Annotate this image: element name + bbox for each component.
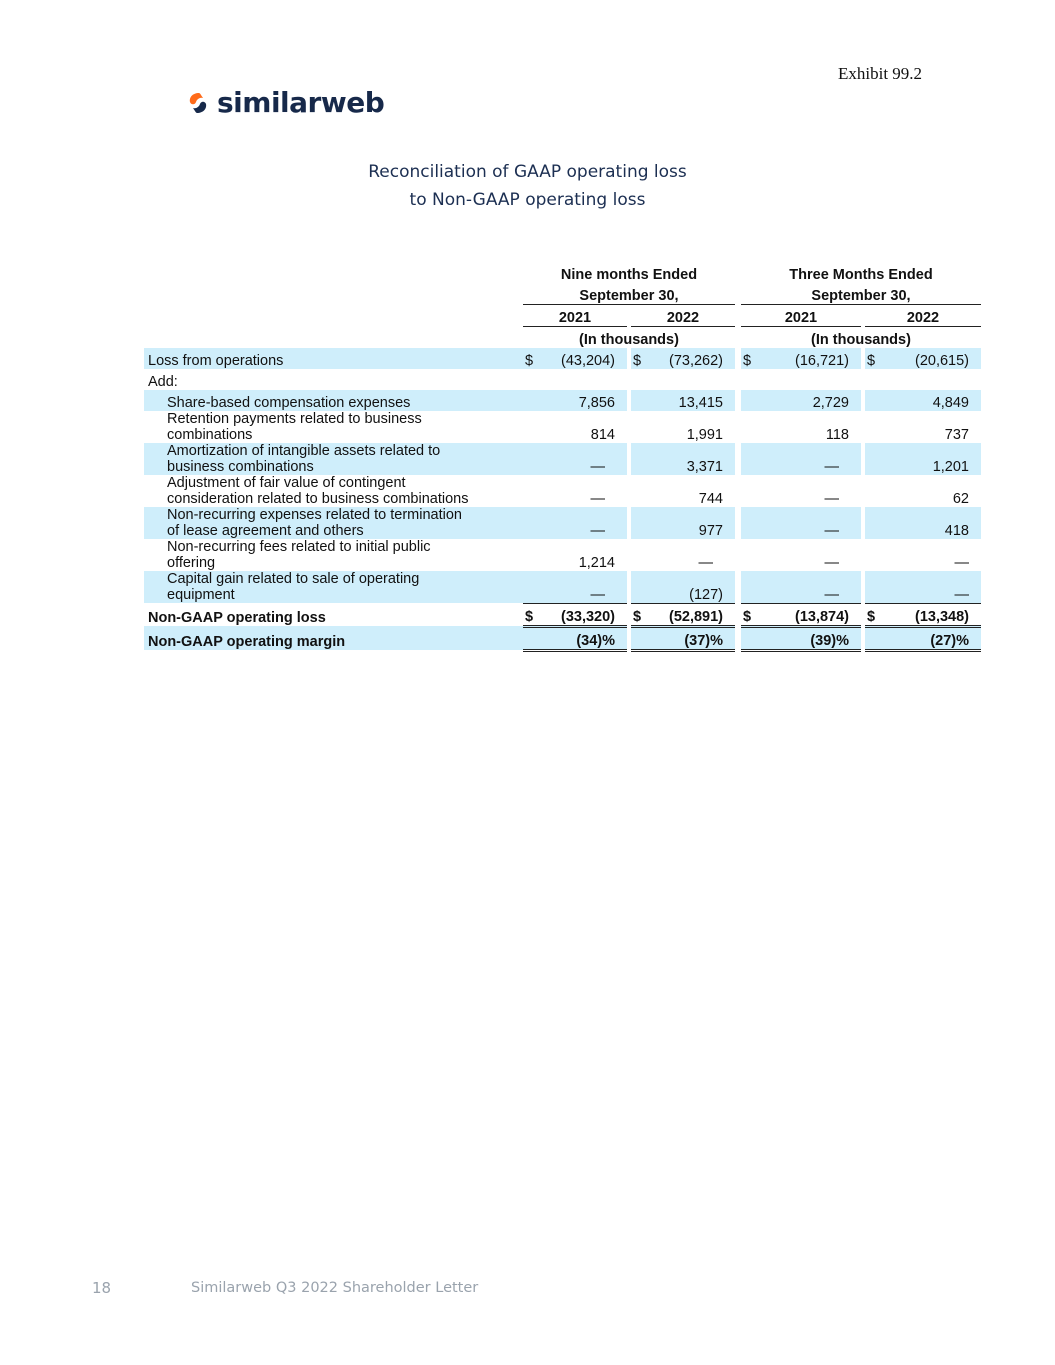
row-label: Non-GAAP operating margin — [144, 626, 523, 650]
units-label-1: (In thousands) — [579, 332, 679, 348]
row-label: Add: — [148, 374, 178, 390]
cell-value: (39)% — [765, 626, 861, 650]
cell-value: — — [547, 443, 627, 475]
cell-value: 13,415 — [655, 390, 735, 411]
row-label: Retention payments related to business combinations — [167, 411, 422, 443]
year-col-3: 2021 — [741, 305, 861, 327]
cell-value: (16,721) — [765, 348, 861, 369]
cell-value: 7,856 — [547, 390, 627, 411]
cell-value: (43,204) — [547, 348, 627, 369]
row-label: Non-GAAP operating loss — [148, 610, 326, 626]
table-row-non-gaap-operating-margin — [144, 626, 981, 650]
cell-value: — — [824, 491, 839, 507]
row-label: Non-recurring expenses related to termination of lease agreement and others — [144, 507, 523, 539]
page-title — [0, 158, 1055, 214]
cell-value: (33,320) — [547, 603, 627, 626]
year-col-4: 2022 — [865, 305, 981, 327]
cell-value: 1,214 — [578, 555, 615, 571]
cell-value: (73,262) — [655, 348, 735, 369]
table-row-retention — [144, 411, 981, 443]
cell-value: — — [824, 555, 839, 571]
units-label-2: (In thousands) — [811, 332, 911, 348]
table-row-non-gaap-operating-loss — [144, 603, 981, 626]
nine-months-header: Nine months Ended — [560, 267, 698, 283]
table-row-share-based-comp — [144, 390, 981, 411]
cell-value: 1,991 — [686, 427, 723, 443]
row-label: Non-recurring fees related to initial public offering — [167, 539, 431, 571]
table-row-capital-gain — [144, 571, 981, 603]
header-row-group-2 — [144, 283, 981, 305]
three-months-date: September 30, — [741, 283, 981, 305]
currency-symbol: $ — [865, 603, 889, 626]
footer-title: Similarweb Q3 2022 Shareholder Letter — [191, 1280, 479, 1296]
cell-value: — — [547, 507, 627, 539]
cell-value: 118 — [825, 427, 849, 443]
cell-value: (27)% — [889, 626, 981, 650]
row-label: Share-based compensation expenses — [144, 390, 523, 411]
cell-value: 814 — [590, 427, 615, 443]
company-logo — [185, 86, 384, 119]
table-row-add — [144, 369, 981, 390]
currency-symbol: $ — [631, 348, 655, 369]
cell-value: 4,849 — [889, 390, 981, 411]
currency-symbol: $ — [523, 348, 547, 369]
cell-value: (34)% — [547, 626, 627, 650]
cell-value: (13,874) — [765, 603, 861, 626]
similarweb-logo-icon — [185, 90, 211, 116]
cell-value: (52,891) — [655, 603, 735, 626]
reconciliation-table — [144, 262, 981, 652]
row-label: Amortization of intangible assets related to business combinations — [144, 443, 523, 475]
cell-value: 737 — [944, 427, 969, 443]
cell-value: (20,615) — [889, 348, 981, 369]
row-label: Capital gain related to sale of operating equipment — [144, 571, 523, 603]
currency-symbol: $ — [741, 603, 765, 626]
cell-value: — — [954, 555, 969, 571]
exhibit-label: Exhibit 99.2 — [838, 64, 923, 83]
header-row-group-1 — [144, 262, 981, 283]
currency-symbol: $ — [865, 348, 889, 369]
cell-value: 1,201 — [889, 443, 981, 475]
cell-value: 2,729 — [765, 390, 861, 411]
table-row-fair-value-adjustment — [144, 475, 981, 507]
cell-value: — — [765, 571, 861, 603]
table-row-loss-from-operations — [144, 348, 981, 369]
cell-value: — — [698, 555, 713, 571]
nine-months-date: September 30, — [523, 283, 735, 305]
currency-symbol: $ — [631, 603, 655, 626]
cell-value: 744 — [698, 491, 723, 507]
currency-symbol: $ — [741, 348, 765, 369]
cell-value: — — [547, 571, 627, 603]
cell-value: (37)% — [655, 626, 735, 650]
logo-wordmark: similarweb — [217, 86, 385, 119]
row-label: Loss from operations — [144, 348, 523, 369]
cell-value: 62 — [952, 491, 969, 507]
three-months-header: Three Months Ended — [789, 267, 933, 283]
table-row-ipo-fees — [144, 539, 981, 571]
cell-value: — — [765, 443, 861, 475]
currency-symbol: $ — [523, 603, 547, 626]
cell-value: — — [590, 491, 605, 507]
title-line-2: to Non-GAAP operating loss — [409, 190, 646, 210]
cell-value: 977 — [655, 507, 735, 539]
cell-value: 3,371 — [655, 443, 735, 475]
header-row-units — [144, 327, 981, 349]
cell-value: — — [765, 507, 861, 539]
cell-value: (127) — [655, 571, 735, 603]
year-col-2: 2022 — [631, 305, 735, 327]
title-line-1: Reconciliation of GAAP operating loss — [368, 162, 687, 182]
page-number: 18 — [92, 1279, 112, 1297]
cell-value: (13,348) — [889, 603, 981, 626]
table-row-amortization — [144, 443, 981, 475]
year-col-1: 2021 — [523, 305, 627, 327]
row-label: Adjustment of fair value of contingent consideration related to business combinations — [167, 475, 469, 507]
cell-value: 418 — [889, 507, 981, 539]
table-row-lease-termination — [144, 507, 981, 539]
cell-value: — — [889, 571, 981, 603]
header-row-years — [144, 305, 981, 327]
